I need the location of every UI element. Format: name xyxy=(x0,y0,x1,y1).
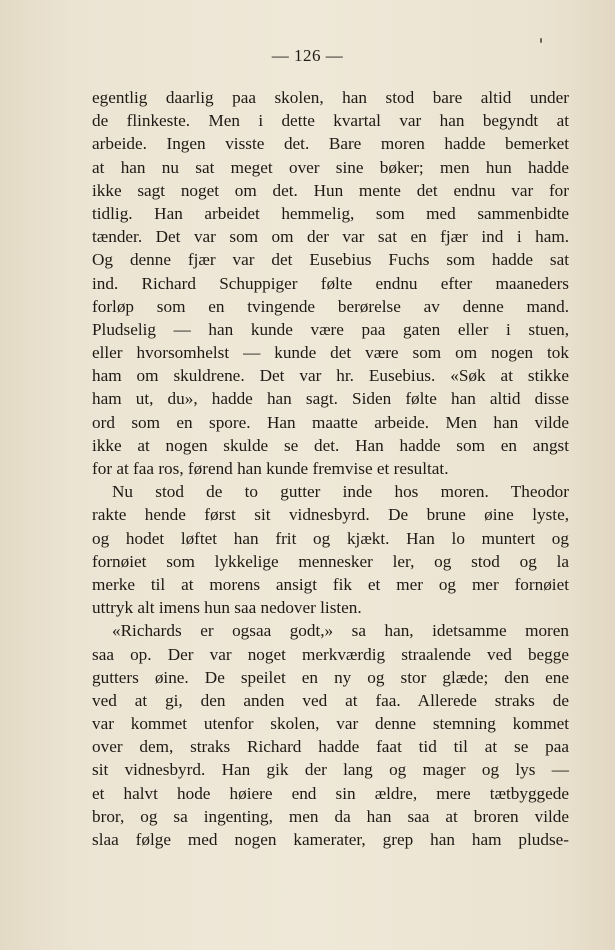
body-text xyxy=(92,86,569,851)
text-line-paragraph-end: uttryk alt imens hun saa nedover listen. xyxy=(92,598,362,618)
text-line: ikke at nogen skulde se det. Han hadde som en angst xyxy=(92,435,569,455)
text-line: saa op. Der var noget merkværdig straalende ved begge xyxy=(92,644,569,664)
text-line: de flinkeste. Men i dette kvartal var han begyndt at xyxy=(92,111,569,131)
text-line: Pludselig — han kunde være paa gaten eller i stuen, xyxy=(92,319,569,339)
text-line: Og denne fjær var det Eusebius Fuchs som hadde sat xyxy=(92,250,569,270)
text-line: et halvt hode høiere end sin ældre, mere tætbyggede xyxy=(92,783,569,803)
text-line: ord som en spore. Han maatte arbeide. Men han vilde xyxy=(92,412,569,432)
text-line: forløp som en tvingende berørelse av denne mand. xyxy=(92,296,569,316)
text-line: og hodet løftet han frit og kjækt. Han lo muntert og xyxy=(92,528,569,548)
text-line: arbeide. Ingen visste det. Bare moren hadde bemerket xyxy=(92,134,569,154)
print-speck xyxy=(540,38,542,43)
text-line-paragraph-start: Nu stod de to gutter inde hos moren. Theodor xyxy=(112,482,569,502)
page-number: — 126 — xyxy=(271,46,344,65)
text-line-paragraph-end: for at faa ros, førend han kunde fremvise et resultat. xyxy=(92,459,449,478)
text-line: eller hvorsomhelst — kunde det være som om nogen tok xyxy=(92,343,569,363)
text-line: gutters øine. De speilet en ny og stor glæde; den ene xyxy=(92,667,569,687)
text-line: sit vidnesbyrd. Han gik der lang og mager og lys — xyxy=(92,760,569,780)
text-line: rakte hende først sit vidnesbyrd. De brune øine lyste, xyxy=(92,505,569,525)
text-line: ham om skuldrene. Det var hr. Eusebius. «Søk at stikke xyxy=(92,366,569,386)
text-line: at han nu sat meget over sine bøker; men hun hadde xyxy=(92,157,569,177)
text-line: tidlig. Han arbeidet hemmelig, som med sammenbidte xyxy=(92,203,569,223)
text-line: merke til at morens ansigt fik et mer og mer fornøiet xyxy=(92,574,569,594)
text-line: bror, og sa ingenting, men da han saa at broren vilde xyxy=(92,806,569,826)
text-line: var kommet utenfor skolen, var denne stemning kommet xyxy=(92,714,569,734)
text-line: ved at gi, den anden ved at faa. Allerede straks de xyxy=(92,690,569,710)
text-line: over dem, straks Richard hadde faat tid til at se paa xyxy=(92,737,569,757)
text-line: egentlig daarlig paa skolen, han stod bare altid under xyxy=(92,88,569,107)
text-line: tænder. Det var som om der var sat en fjær ind i ham. xyxy=(92,227,569,247)
text-line-paragraph-start: «Richards er ogsaa godt,» sa han, idetsamme moren xyxy=(112,621,569,641)
text-line: ind. Richard Schuppiger følte endnu efter maaneders xyxy=(92,273,569,293)
text-line: ikke sagt noget om det. Hun mente det endnu var for xyxy=(92,180,569,200)
text-line: slaa følge med nogen kamerater, grep han ham pludse- xyxy=(92,830,569,849)
text-line: ham ut, du», hadde han sagt. Siden følte han altid disse xyxy=(92,389,569,409)
text-line: fornøiet som lykkelige mennesker ler, og stod og la xyxy=(92,551,569,571)
